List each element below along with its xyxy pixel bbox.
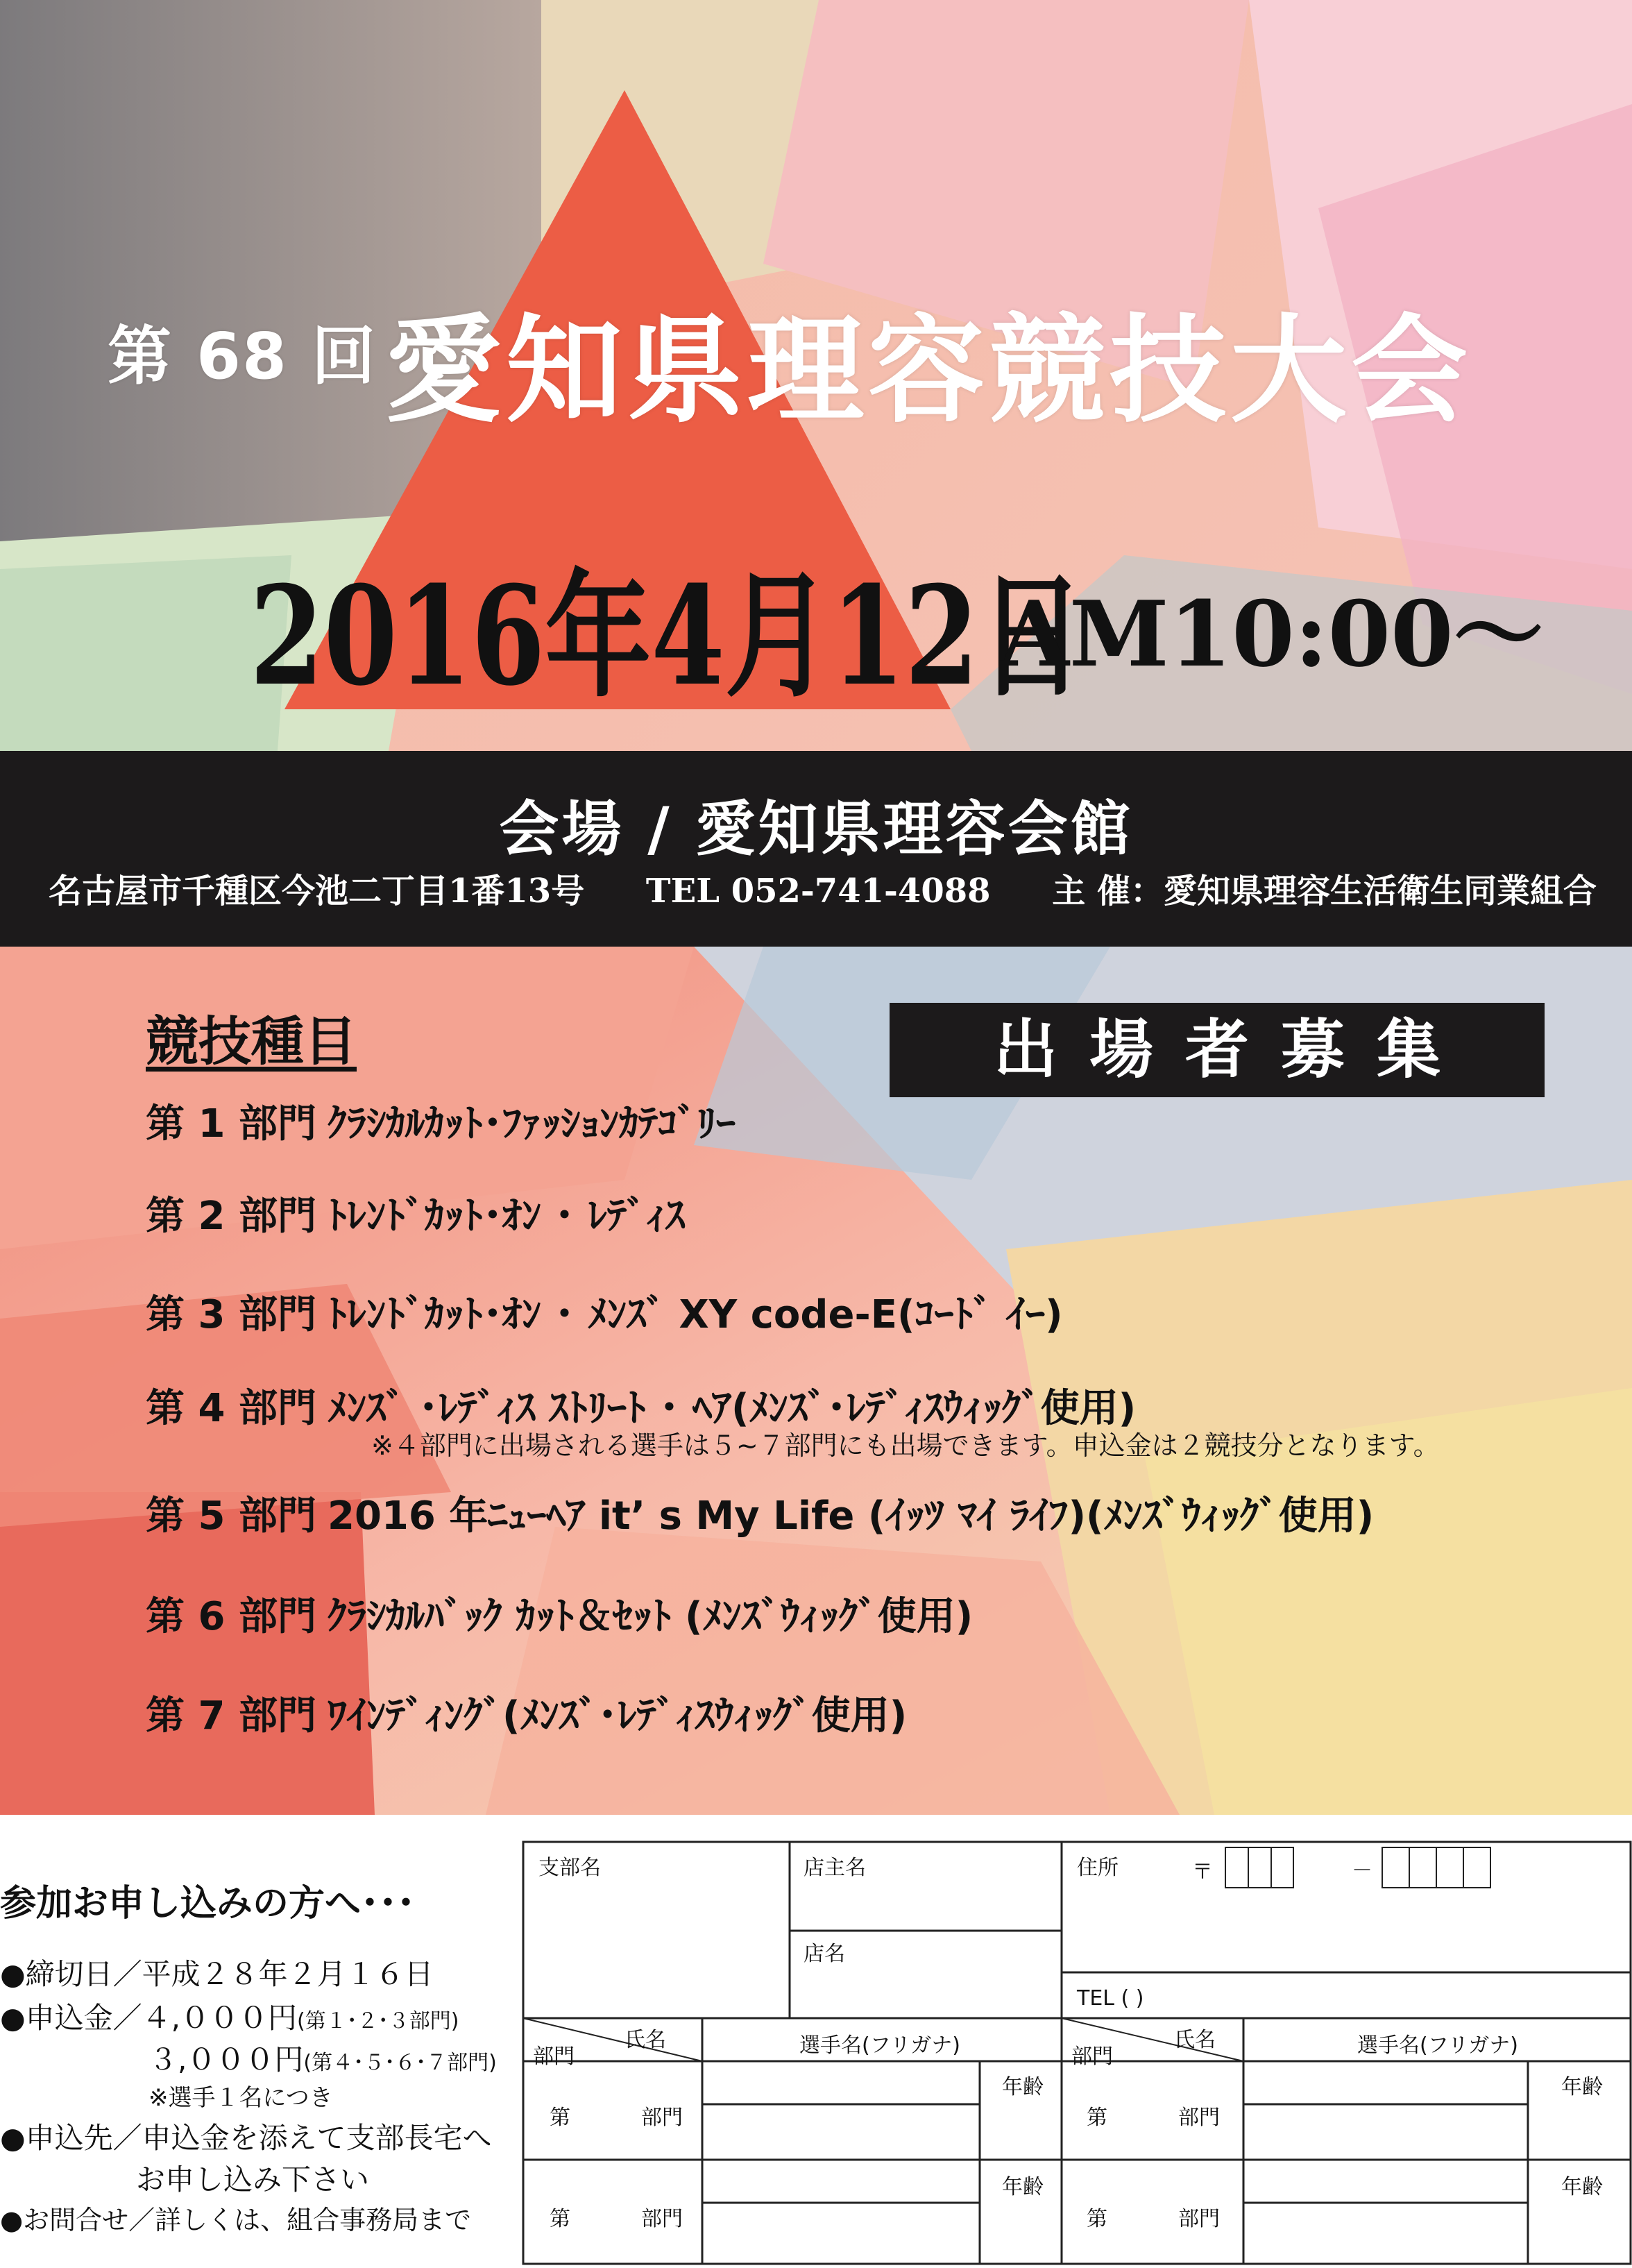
application-fee-1 bbox=[0, 1995, 459, 2037]
recruit-badge: 出場者募集 bbox=[890, 1003, 1545, 1097]
event-name: ﾄﾚﾝﾄﾞｶｯﾄ･ｵﾝ ･ ﾒﾝｽﾞ XY code-E(ｺｰﾄﾞ ｲｰ) bbox=[328, 1292, 1063, 1337]
postal-mark: 〒 bbox=[1192, 1860, 1213, 1884]
application-form bbox=[522, 1840, 1632, 2265]
form-player-label: 選手名(フリガナ) bbox=[1357, 2033, 1518, 2058]
event-division: 第 4 部門 bbox=[146, 1386, 316, 1431]
event-item bbox=[146, 1485, 1374, 1541]
fee-note: ※選手１名につき bbox=[148, 2084, 333, 2112]
form-player-label: 選手名(フリガナ) bbox=[799, 2033, 960, 2058]
application-deadline: ●締切日／平成２８年２月１６日 bbox=[0, 1957, 434, 1991]
application-submit-2: お申し込み下さい bbox=[136, 2163, 370, 2197]
event-name: ﾜｲﾝﾃﾞｨﾝｸﾞ(ﾒﾝｽﾞ･ﾚﾃﾞｨｽｳｨｯｸﾞ使用) bbox=[328, 1693, 908, 1738]
form-dai-label: 第 bbox=[550, 2106, 570, 2130]
event-title: 愛知県理容競技大会 bbox=[385, 303, 1472, 439]
form-bumon-label: 部門 bbox=[641, 2207, 683, 2231]
fee-amount-1: ●申込金／４,０００円 bbox=[0, 2001, 297, 2035]
application-fee-2 bbox=[148, 2037, 497, 2079]
form-age-label: 年齢 bbox=[1002, 2075, 1044, 2099]
fee-divisions-2: (第４･５･６･７部門) bbox=[303, 2051, 497, 2075]
form-name-label: 氏名 bbox=[1174, 2028, 1216, 2052]
fee-divisions-1: (第１･２･３部門) bbox=[297, 2009, 459, 2033]
event-division: 第 6 部門 bbox=[146, 1594, 316, 1639]
form-age-label: 年齢 bbox=[1561, 2075, 1603, 2099]
form-branch-label: 支部名 bbox=[538, 1856, 601, 1880]
event-host: 主 催：愛知県理容生活衛生同業組合 bbox=[1052, 872, 1597, 911]
form-age-label: 年齢 bbox=[1002, 2175, 1044, 2199]
edition-number: 第 68 回 bbox=[108, 319, 377, 393]
event-name: ﾄﾚﾝﾄﾞｶｯﾄ･ｵﾝ ･ ﾚﾃﾞｨｽ bbox=[328, 1194, 685, 1239]
form-dai-label: 第 bbox=[1087, 2106, 1107, 2130]
form-bumon-label: 部門 bbox=[1178, 2207, 1220, 2231]
form-tel-label: TEL ( ) bbox=[1077, 1986, 1144, 2011]
event-name: ｸﾗｼｶﾙｶｯﾄ･ﾌｧｯｼｮﾝｶﾃｺﾞﾘｰ bbox=[328, 1101, 736, 1146]
event-item bbox=[146, 1093, 736, 1149]
event-name: 2016 年ﾆｭｰﾍｱ it’ s My Life (ｲｯﾂ ﾏｲ ﾗｲﾌ)(ﾒﾝｽﾞｳｨｯｸﾞ使用) bbox=[328, 1493, 1375, 1539]
event-name: ｸﾗｼｶﾙﾊﾞｯｸ ｶｯﾄ＆ｾｯﾄ (ﾒﾝｽﾞｳｨｯｸﾞ使用) bbox=[328, 1594, 974, 1639]
event-item bbox=[146, 1586, 973, 1641]
fee-amount-2: ３,０００円 bbox=[148, 2042, 304, 2076]
application-title: 参加お申し込みの方へ･･･ bbox=[0, 1883, 416, 1924]
event-item bbox=[146, 1685, 907, 1741]
form-bumon-label: 部門 bbox=[641, 2106, 683, 2130]
form-age-label: 年齢 bbox=[1561, 2175, 1603, 2199]
venue-tel: TEL 052-741-4088 bbox=[645, 872, 991, 911]
application-submit: ●申込先／申込金を添えて支部長宅へ bbox=[0, 2121, 492, 2155]
event-division: 第 1 部門 bbox=[146, 1101, 316, 1146]
form-division-label: 部門 bbox=[533, 2045, 575, 2069]
form-dai-label: 第 bbox=[1087, 2207, 1107, 2231]
form-name-label: 氏名 bbox=[624, 2028, 666, 2052]
form-bumon-label: 部門 bbox=[1178, 2106, 1220, 2130]
event-item bbox=[146, 1185, 685, 1241]
event-note: ※４部門に出場される選手は５~７部門にも出場できます。申込金は２競技分となります。 bbox=[371, 1430, 1440, 1461]
event-division: 第 3 部門 bbox=[146, 1292, 316, 1337]
form-owner-label: 店主名 bbox=[804, 1856, 866, 1880]
postal-dash: － bbox=[1352, 1859, 1372, 1883]
event-division: 第 5 部門 bbox=[146, 1493, 316, 1539]
event-division: 第 7 部門 bbox=[146, 1693, 316, 1738]
venue-address: 名古屋市千種区今池二丁目1番13号 bbox=[49, 872, 585, 911]
form-dai-label: 第 bbox=[550, 2207, 570, 2231]
form-shop-label: 店名 bbox=[804, 1942, 845, 1966]
form-address-label: 住所 bbox=[1077, 1856, 1119, 1880]
venue-info bbox=[49, 864, 1632, 912]
application-inquiry: ●お問合せ／詳しくは、組合事務局まで bbox=[0, 2205, 472, 2235]
event-division: 第 2 部門 bbox=[146, 1194, 316, 1239]
venue-name: 会場 / 愛知県理容会館 bbox=[499, 795, 1133, 864]
event-date: 2016年4月12日 bbox=[250, 557, 1085, 716]
event-item bbox=[146, 1284, 1063, 1339]
form-division-label: 部門 bbox=[1071, 2045, 1113, 2069]
event-time: AM10:00～ bbox=[999, 581, 1544, 687]
events-heading: 競技種目 bbox=[146, 1010, 357, 1072]
event-name: ﾒﾝｽﾞ ･ﾚﾃﾞｨｽ ｽﾄﾘｰﾄ ･ ﾍｱ(ﾒﾝｽﾞ･ﾚﾃﾞｨｽｳｨｯｸﾞ使用) bbox=[328, 1386, 1137, 1431]
